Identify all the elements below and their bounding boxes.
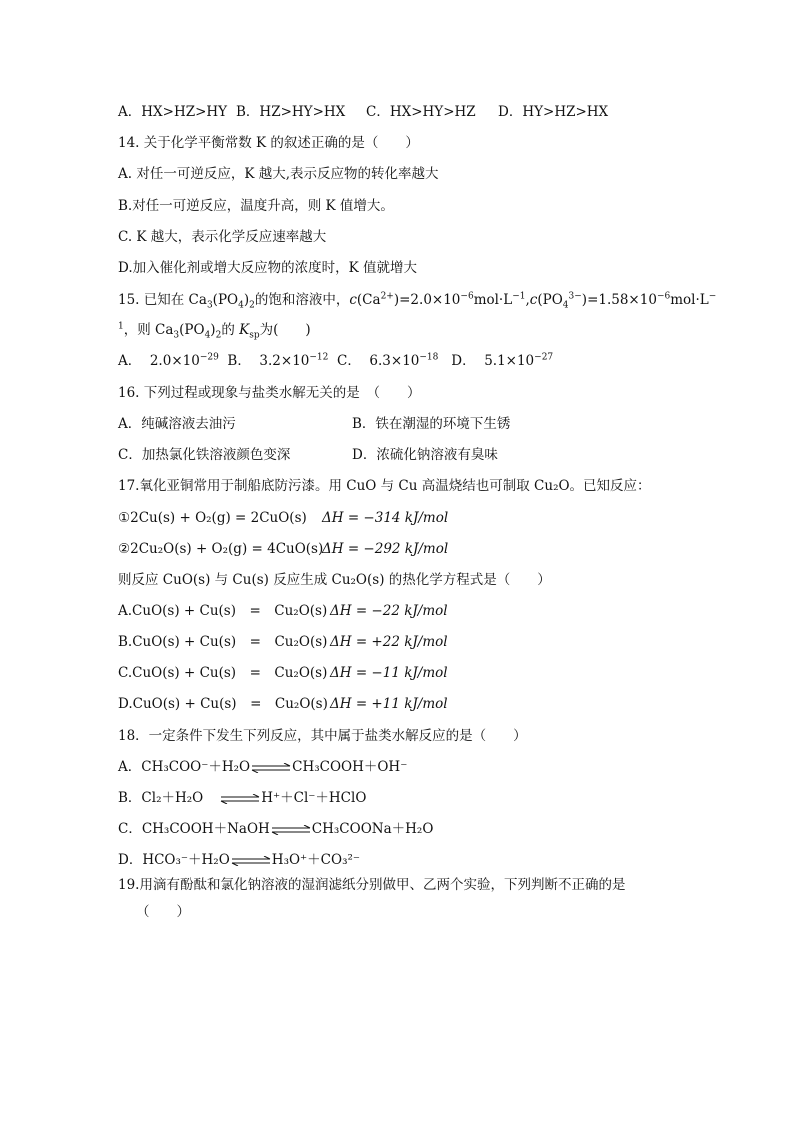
equilibrium-arrow-icon <box>231 856 271 866</box>
q15-option-a-exp: −29 <box>199 352 219 363</box>
q15-stem-prefix: 15. 已知在 Ca <box>118 292 207 308</box>
q17-reaction-1-dh: ΔH = −314 kJ/mol <box>322 510 449 526</box>
q15-unit-2: mol·L <box>670 292 709 308</box>
q14-option-b: B.对任一可逆反应，温度升高，则 K 值增大。 <box>118 198 394 214</box>
q14-stem: 14. 关于化学平衡常数 K 的叙述正确的是（ ） <box>118 135 419 151</box>
q18-c-left: C．CH₃COOH＋NaOH <box>118 821 270 837</box>
q17-option-d: D.CuO(s) + Cu(s) = Cu₂O(s) <box>118 696 328 712</box>
q17-option-b-dh: ΔH = +22 kJ/mol <box>330 634 448 650</box>
q15-option-d-value: 5.1×10 <box>484 353 535 369</box>
q17-option-c-dh: ΔH = −11 kJ/mol <box>330 665 448 681</box>
q15-stem-rest: 的饱和溶液中， <box>254 292 350 308</box>
q14-option-a: A. 对任一可逆反应，K 越大,表示反应物的转化率越大 <box>118 166 439 182</box>
q15-option-a-label: A． <box>118 353 142 369</box>
q15-option-c-label: C． <box>336 353 361 369</box>
q13-option-a: A．HX>HZ>HY <box>118 104 228 120</box>
q19-stem: 19.用滴有酚酞和氯化钠溶液的湿润滤纸分别做甲、乙两个实验，下列判断不正确的是 <box>118 877 626 893</box>
q18-stem: 18．一定条件下发生下列反应，其中属于盐类水解反应的是（ ） <box>118 728 527 744</box>
q17-reaction-1: ①2Cu(s) + O₂(g) = 2CuO(s) <box>118 510 307 526</box>
q18-option-a <box>118 758 407 776</box>
q15-stem-line1: 15. 已知在 $Ca_3(PO_4)_2$的饱和溶液中，$c(Ca^{2+})=2.0\times 10^{-6}mol\cdot L^{-1},c(PO_4^{3-})=1.58\times 10^{-6}mol\cdot L^-$ <box>118 291 717 311</box>
q17-reaction-2-dh: ΔH = −292 kJ/mol <box>322 541 449 557</box>
equilibrium-arrow-icon <box>220 794 260 804</box>
q15-unit-exp-1: −1 <box>512 291 526 302</box>
q19-answer-paren: （ ） <box>136 904 190 920</box>
q18-d-left: D．HCO₃⁻＋H₂O <box>118 852 230 868</box>
q18-c-right: CH₃COONa＋H₂O <box>311 821 434 837</box>
q18-a-right: CH₃COOH＋OH⁻ <box>292 759 408 775</box>
q18-b-right: H⁺＋Cl⁻＋HClO <box>261 790 367 806</box>
q15-po4-exp: −6 <box>656 291 671 302</box>
q18-d-right: H₃O⁺＋CO₃²⁻ <box>271 852 361 868</box>
q17-option-d-dh: ΔH = +11 kJ/mol <box>330 696 448 712</box>
q15-ca-value: =2.0×10 <box>399 292 461 308</box>
q15-option-b-value: 3.2×10 <box>259 353 310 369</box>
q17-question: 则反应 CuO(s) 与 Cu(s) 反应生成 Cu₂O(s) 的热化学方程式是（ ） <box>118 572 551 588</box>
q15-line2-tail: ，则 Ca <box>123 322 174 338</box>
equilibrium-arrow-icon <box>251 763 291 773</box>
q15-ca-exp: −6 <box>460 291 474 302</box>
q16-option-c: C．加热氯化铁溶液颜色变深 <box>118 447 291 463</box>
q16-option-a: A．纯碱溶液去油污 <box>118 416 236 432</box>
q17-option-a: A.CuO(s) + Cu(s) = Cu₂O(s) <box>118 603 328 619</box>
q15-stem-line2: $^1$，则 $Ca_3(PO_4)_2$的 $K_{sp}$为( ) <box>118 321 311 341</box>
q17-option-c: C.CuO(s) + Cu(s) = Cu₂O(s) <box>118 665 328 681</box>
q17-stem: 17.氧化亚铜常用于制船底防污漆。用 CuO 与 Cu 高温烧结也可制取 Cu₂O。已知反应： <box>118 478 651 494</box>
q15-option-d-label: D． <box>451 353 476 369</box>
q15-po4-value: =1.58×10 <box>587 292 657 308</box>
q15-option-c-value: 6.3×10 <box>369 353 420 369</box>
q13-option-d: D．HY>HZ>HX <box>498 104 609 120</box>
q17-reaction-2: ②2Cu₂O(s) + O₂(g) = 4CuO(s) <box>118 541 324 557</box>
q16-option-d: D．浓硫化钠溶液有臭味 <box>352 447 498 463</box>
q15-option-c-exp: −18 <box>419 352 439 363</box>
q16-option-b: B．铁在潮湿的环境下生锈 <box>352 416 511 432</box>
q13-option-b: B．HZ>HY>HX <box>236 104 346 120</box>
q15-options <box>118 352 553 370</box>
q17-option-b: B.CuO(s) + Cu(s) = Cu₂O(s) <box>118 634 328 650</box>
q16-stem: 16. 下列过程或现象与盐类水解无关的是 （ ） <box>118 385 421 401</box>
q18-option-b <box>118 789 366 807</box>
q15-ksp-tail: 为( ) <box>259 322 311 338</box>
q15-unit-1: mol·L <box>473 292 513 308</box>
q15-ksp-word: 的 <box>221 322 235 338</box>
q15-option-b-exp: −12 <box>309 352 329 363</box>
q14-option-d: D.加入催化剂或增大反应物的浓度时，K 值就增大 <box>118 260 418 276</box>
q15-option-a-value: 2.0×10 <box>149 353 200 369</box>
q14-option-c: C. K 越大，表示化学反应速率越大 <box>118 229 327 245</box>
q15-option-b-label: B． <box>227 353 251 369</box>
q18-option-d <box>118 851 360 869</box>
q18-b-left: B．Cl₂＋H₂O <box>118 790 204 806</box>
q18-a-left: A．CH₃COO⁻＋H₂O <box>118 759 251 775</box>
q18-option-c <box>118 820 433 838</box>
q15-option-d-exp: −27 <box>534 352 554 363</box>
q17-option-a-dh: ΔH = −22 kJ/mol <box>330 603 448 619</box>
equilibrium-arrow-icon <box>271 825 311 835</box>
q13-option-c: C．HX>HY>HZ <box>366 104 476 120</box>
